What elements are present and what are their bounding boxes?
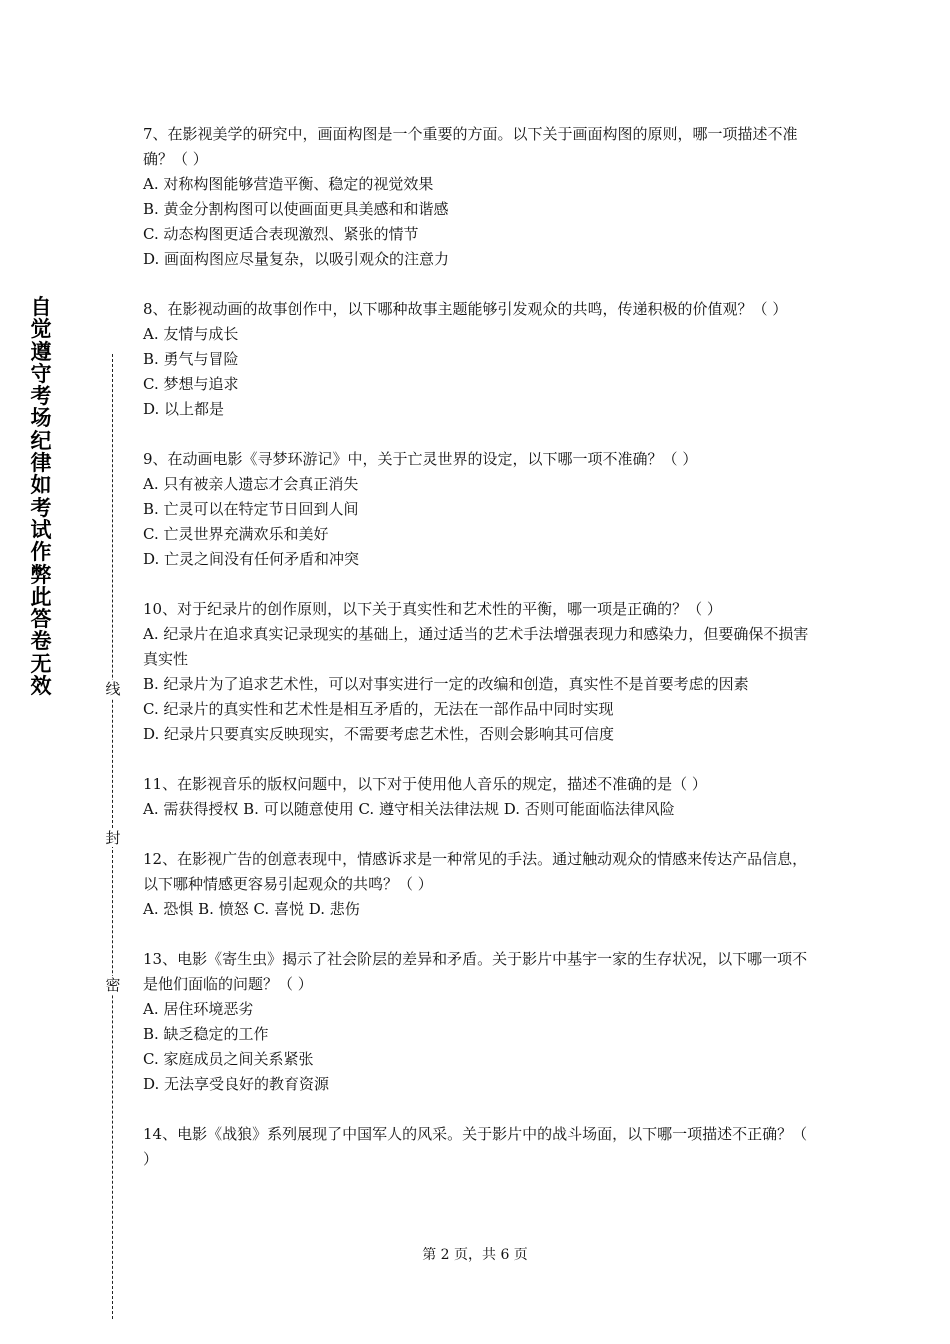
question-option: C. 动态构图更适合表现激烈、紧张的情节 bbox=[143, 225, 419, 243]
question-stem: 8、在影视动画的故事创作中，以下哪种故事主题能够引发观众的共鸣，传递积极的价值观？（ ） bbox=[143, 300, 788, 318]
question-option: B. 纪录片为了追求艺术性，可以对事实进行一定的改编和创造，真实性不是首要考虑的因素 bbox=[143, 675, 749, 693]
question-option: A. 居住环境恶劣 bbox=[143, 1000, 254, 1018]
question-block bbox=[143, 847, 815, 922]
question-option: A. 恐惧 B. 愤怒 C. 喜悦 D. 悲伤 bbox=[143, 900, 360, 918]
question-block bbox=[143, 297, 815, 422]
question-list bbox=[143, 122, 815, 1197]
question-stem: 12、在影视广告的创意表现中，情感诉求是一种常见的手法。通过触动观众的情感来传达产品信息，以下哪种情感更容易引起观众的共鸣？（ ） bbox=[143, 850, 808, 893]
question-option: C. 亡灵世界充满欢乐和美好 bbox=[143, 525, 329, 543]
question-option: A. 友情与成长 bbox=[143, 325, 239, 343]
question-option: C. 家庭成员之间关系紧张 bbox=[143, 1050, 314, 1068]
question-option: A. 需获得授权 B. 可以随意使用 C. 遵守相关法律法规 D. 否则可能面临法律风险 bbox=[143, 800, 675, 818]
question-option: B. 缺乏稳定的工作 bbox=[143, 1025, 269, 1043]
question-stem: 11、在影视音乐的版权问题中，以下对于使用他人音乐的规定，描述不准确的是（ ） bbox=[143, 775, 707, 793]
binding-label-line: 线 bbox=[105, 680, 121, 698]
exam-rules-vertical-notice: 自觉遵守考场纪律如考试作弊此答卷无效 bbox=[30, 295, 52, 699]
question-option: B. 勇气与冒险 bbox=[143, 350, 239, 368]
question-option: C. 梦想与追求 bbox=[143, 375, 239, 393]
question-block bbox=[143, 597, 815, 747]
question-option: D. 纪录片只要真实反映现实，不需要考虑艺术性，否则会影响其可信度 bbox=[143, 725, 615, 743]
question-option: A. 纪录片在追求真实记录现实的基础上，通过适当的艺术手法增强表现力和感染力，但要确保不损害真实性 bbox=[143, 625, 809, 668]
question-block bbox=[143, 122, 815, 272]
question-stem: 13、电影《寄生虫》揭示了社会阶层的差异和矛盾。关于影片中基宇一家的生存状况，以下哪一项不是他们面临的问题？（ ） bbox=[143, 950, 808, 993]
binding-label-secret: 密 bbox=[105, 976, 121, 994]
question-stem: 10、对于纪录片的创作原则，以下关于真实性和艺术性的平衡，哪一项是正确的？（ ） bbox=[143, 600, 722, 618]
question-block bbox=[143, 447, 815, 572]
question-block bbox=[143, 772, 815, 822]
question-option: A. 只有被亲人遗忘才会真正消失 bbox=[143, 475, 359, 493]
question-block bbox=[143, 947, 815, 1097]
question-stem: 14、电影《战狼》系列展现了中国军人的风采。关于影片中的战斗场面，以下哪一项描述不正确？（ ） bbox=[143, 1125, 808, 1168]
question-option: B. 亡灵可以在特定节日回到人间 bbox=[143, 500, 359, 518]
question-block bbox=[143, 1122, 815, 1172]
question-option: B. 黄金分割构图可以使画面更具美感和和谐感 bbox=[143, 200, 449, 218]
question-option: D. 以上都是 bbox=[143, 400, 225, 418]
question-option: C. 纪录片的真实性和艺术性是相互矛盾的，无法在一部作品中同时实现 bbox=[143, 700, 614, 718]
question-stem: 9、在动画电影《寻梦环游记》中，关于亡灵世界的设定，以下哪一项不准确？（ ） bbox=[143, 450, 698, 468]
question-option: D. 画面构图应尽量复杂，以吸引观众的注意力 bbox=[143, 250, 450, 268]
page-number-footer: 第 2 页，共 6 页 bbox=[422, 1247, 528, 1263]
question-option: A. 对称构图能够营造平衡、稳定的视觉效果 bbox=[143, 175, 434, 193]
binding-label-seal: 封 bbox=[105, 829, 121, 847]
question-stem: 7、在影视美学的研究中，画面构图是一个重要的方面。以下关于画面构图的原则，哪一项描述不准确？（ ） bbox=[143, 125, 798, 168]
question-option: D. 亡灵之间没有任何矛盾和冲突 bbox=[143, 550, 360, 568]
question-option: D. 无法享受良好的教育资源 bbox=[143, 1075, 330, 1093]
